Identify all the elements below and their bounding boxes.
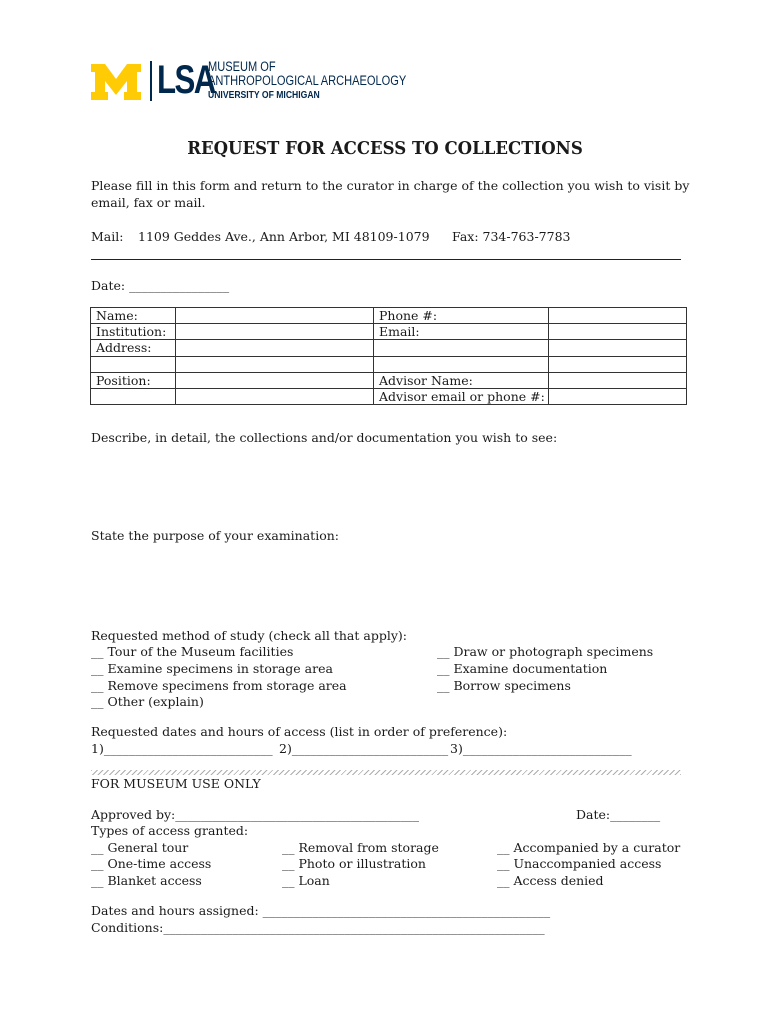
access-types-heading: Types of access granted: [91,823,249,838]
approval-date-field[interactable]: Date:________ [576,807,661,822]
email-label: Email: [374,324,549,340]
dashed-separator [91,770,681,775]
address-label: Address: [91,340,176,357]
phone-label: Phone #: [374,308,549,324]
method-option[interactable]: __ Borrow specimens [437,678,571,693]
intro-line-2: email, fax or mail. [91,195,206,210]
access-option[interactable]: __ Photo or illustration [282,856,426,871]
section-divider [91,259,681,260]
name-input[interactable] [176,308,374,324]
block-m-logo [91,64,141,100]
museum-use-heading: FOR MUSEUM USE ONLY [91,776,261,791]
method-option[interactable]: __ Examine documentation [437,661,608,676]
access-option[interactable]: __ Access denied [497,873,604,888]
empty-cell [91,389,176,405]
fax-number: Fax: 734-763-7783 [452,229,571,244]
logo-divider [150,61,152,101]
empty-cell [549,340,687,357]
mail-label: Mail: [91,229,124,244]
position-label: Position: [91,373,176,389]
lsa-logo-text: LSA [157,58,215,102]
phone-input[interactable] [549,308,687,324]
empty-cell [374,340,549,357]
dates-heading: Requested dates and hours of access (list in order of preference): [91,724,508,739]
access-option[interactable]: __ Accompanied by a curator [497,840,681,855]
method-heading: Requested method of study (check all that apply): [91,628,407,643]
empty-cell [374,357,549,373]
empty-cell [176,389,374,405]
address-input-2[interactable] [176,357,374,373]
access-option[interactable]: __ Unaccompanied access [497,856,662,871]
method-option[interactable]: __ Draw or photograph specimens [437,644,654,659]
describe-prompt: Describe, in detail, the collections and/or documentation you wish to see: [91,430,558,445]
intro-line-1: Please fill in this form and return to the curator in charge of the collection you wish to visit by [91,178,690,193]
page-title: REQUEST FOR ACCESS TO COLLECTIONS [187,138,583,159]
advisor-contact-input[interactable] [549,389,687,405]
method-option[interactable]: __ Remove specimens from storage area [91,678,347,693]
access-option[interactable]: __ Removal from storage [282,840,439,855]
logo-line-1: MUSEUM OF [208,59,276,74]
date-preference-1[interactable]: 1)___________________________ [91,741,273,756]
date-field[interactable]: Date: ________________ [91,278,230,293]
applicant-info-table [90,307,687,405]
logo-line-2: ANTHROPOLOGICAL ARCHAEOLOGY [208,73,407,88]
institution-input[interactable] [176,324,374,340]
empty-cell [549,357,687,373]
empty-cell [91,357,176,373]
purpose-prompt: State the purpose of your examination: [91,528,339,543]
date-preference-2[interactable]: 2)_________________________ [279,741,449,756]
name-label: Name: [91,308,176,324]
dates-assigned-field[interactable]: Dates and hours assigned: ______________________________________________ [91,903,551,918]
advisor-name-input[interactable] [549,373,687,389]
mail-address: 1109 Geddes Ave., Ann Arbor, MI 48109-1079 [138,229,430,244]
access-option[interactable]: __ Blanket access [91,873,202,888]
date-preference-3[interactable]: 3)___________________________ [450,741,632,756]
advisor-name-label: Advisor Name: [374,373,549,389]
advisor-contact-label: Advisor email or phone #: [374,389,549,405]
email-input[interactable] [549,324,687,340]
logo-line-3: UNIVERSITY OF MICHIGAN [208,89,320,101]
method-option[interactable]: __ Other (explain) [91,694,204,709]
institution-label: Institution: [91,324,176,340]
position-input[interactable] [176,373,374,389]
access-option[interactable]: __ One-time access [91,856,212,871]
method-option[interactable]: __ Examine specimens in storage area [91,661,333,676]
address-input[interactable] [176,340,374,357]
access-option[interactable]: __ Loan [282,873,330,888]
access-option[interactable]: __ General tour [91,840,189,855]
conditions-field[interactable]: Conditions:_____________________________________________________________ [91,920,545,935]
approved-by-field[interactable]: Approved by:_______________________________________ [91,807,419,822]
method-option[interactable]: __ Tour of the Museum facilities [91,644,294,659]
